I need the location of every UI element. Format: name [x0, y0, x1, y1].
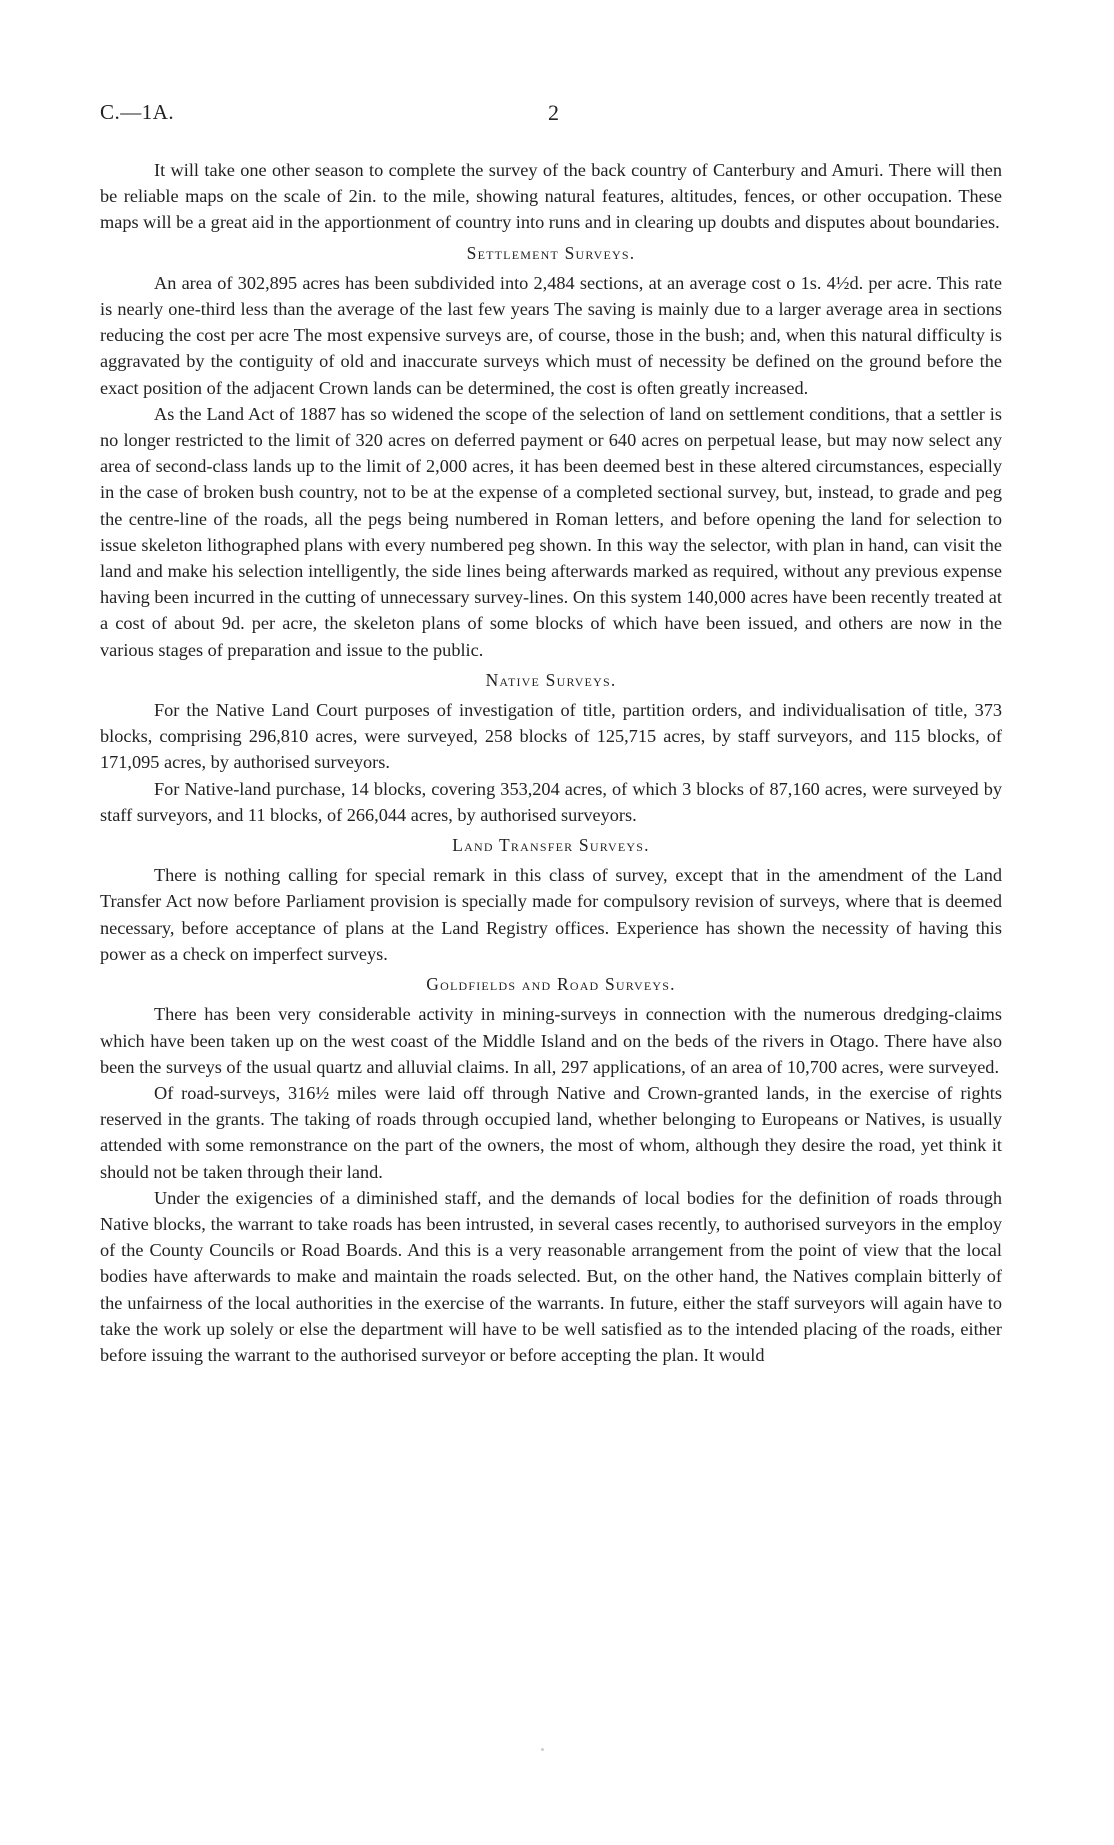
heading-settlement-surveys: Settlement Surveys. [466, 242, 636, 263]
goldfields-paragraph-1: There has been very considerable activity in mining-surveys in connection with the numerous dredging-claims which have been taken up on the west coast of the Middle Island and on the beds of the rivers in Otago. There have also been the surveys of the usual quartz and alluvial claims. In all, 297 applications, of an area of 10,700 acres, were surveyed. [100, 1004, 1002, 1077]
document-code: C.—1A. [100, 100, 175, 124]
settlement-paragraph-2: As the Land Act of 1887 has so widened the scope of the selection of land on settlement conditions, that a settler is no longer restricted to the limit of 320 acres on deferred payment or 640 acres on perpetual lease, but may now select any area of second-class lands up to the limit of 2,000 acres, it has been deemed best in these altered circumstances, especially in the case of broken bush country, not to be at the expense of a completed sectional survey, but, instead, to grade and peg the centre-line of the roads, all the pegs being numbered in Roman letters, and before opening the land for selection to issue skeleton lithographed plans with every numbered peg shown. In this way the selector, with plan in hand, can visit the land and make his selection intelligently, the side lines being afterwards marked as required, without any previous expense having been incurred in the cutting of unnecessary survey-lines. On this system 140,000 acres have been recently treated at a cost of about 9d. per acre, the skeleton plans of some blocks of which have been issued, and others are now in the various stages of preparation and issue to the public. [100, 403, 1002, 660]
heading-land-transfer-surveys: Land Transfer Surveys. [452, 835, 650, 856]
heading-goldfields-road-surveys: Goldfields and Road Surveys. [426, 974, 676, 995]
native-paragraph-1: For the Native Land Court purposes of investigation of title, partition orders, and individualisation of title, 373 blocks, comprising 296,810 acres, were surveyed, 258 blocks of 125,715 acres, by staff surveyors, and 115 blocks, of 171,095 acres, by authorised surveyors. [100, 700, 1002, 773]
land-transfer-paragraph-1: There is nothing calling for special remark in this class of survey, except that in the amendment of the Land Transfer Act now before Parliament provision is specially made for compulsory revision of surveys, where that is deemed necessary, before acceptance of plans at the Land Registry offices. Experience has shown the necessity of having this power as a check on imperfect surveys. [100, 865, 1002, 964]
native-paragraph-2: For Native-land purchase, 14 blocks, covering 353,204 acres, of which 3 blocks of 87,160 acres, were surveyed by staff surveyors, and 11 blocks, of 266,044 acres, by authorised surveyors. [100, 778, 1002, 825]
document-body [100, 157, 1002, 1368]
heading-native-surveys: Native Surveys. [485, 669, 617, 690]
scan-speck [541, 1748, 544, 1751]
goldfields-paragraph-2: Of road-surveys, 316½ miles were laid off through Native and Crown-granted lands, in the exercise of rights reserved in the grants. The taking of roads through occupied land, whether belonging to Europeans or Natives, is usually attended with some remonstrance on the part of the owners, the most of whom, although they desire the road, yet think it should not be taken through their land. [100, 1082, 1002, 1182]
intro-paragraph: It will take one other season to complete the survey of the back country of Canterbury and Amuri. There will then be reliable maps on the scale of 2in. to the mile, showing natural features, altitudes, fences, or other occupation. These maps will be a great aid in the apportionment of country into runs and in clearing up doubts and disputes about boundaries. [100, 160, 1002, 233]
page-header [100, 100, 1010, 130]
page-number: 2 [548, 100, 559, 125]
goldfields-paragraph-3: Under the exigencies of a diminished staff, and the demands of local bodies for the definition of roads through Native blocks, the warrant to take roads has been intrusted, in several cases recently, to authorised surveyors in the employ of the County Councils or Road Boards. And this is a very reasonable arrangement from the point of view that the local bodies have afterwards to make and maintain the roads selected. But, on the other hand, the Natives complain bitterly of the unfairness of the local authorities in the exercise of the warrants. In future, either the staff surveyors will again have to take the work up solely or else the department will have to be well satisfied as to the intended placing of the roads, either before issuing the warrant to the authorised surveyor or before accepting the plan. It would [100, 1187, 1002, 1365]
settlement-paragraph-1: An area of 302,895 acres has been subdivided into 2,484 sections, at an average cost o 1s. 4½d. per acre. This rate is nearly one-third less than the average of the last few years The saving is mainly due to a larger average area in sections reducing the cost per acre The most expensive surveys are, of course, those in the bush; and, when this natural difficulty is aggravated by the contiguity of old and inaccurate surveys which must of necessity be defined on the ground before the exact position of the adjacent Crown lands can be determined, the cost is often greatly increased. [100, 272, 1002, 398]
